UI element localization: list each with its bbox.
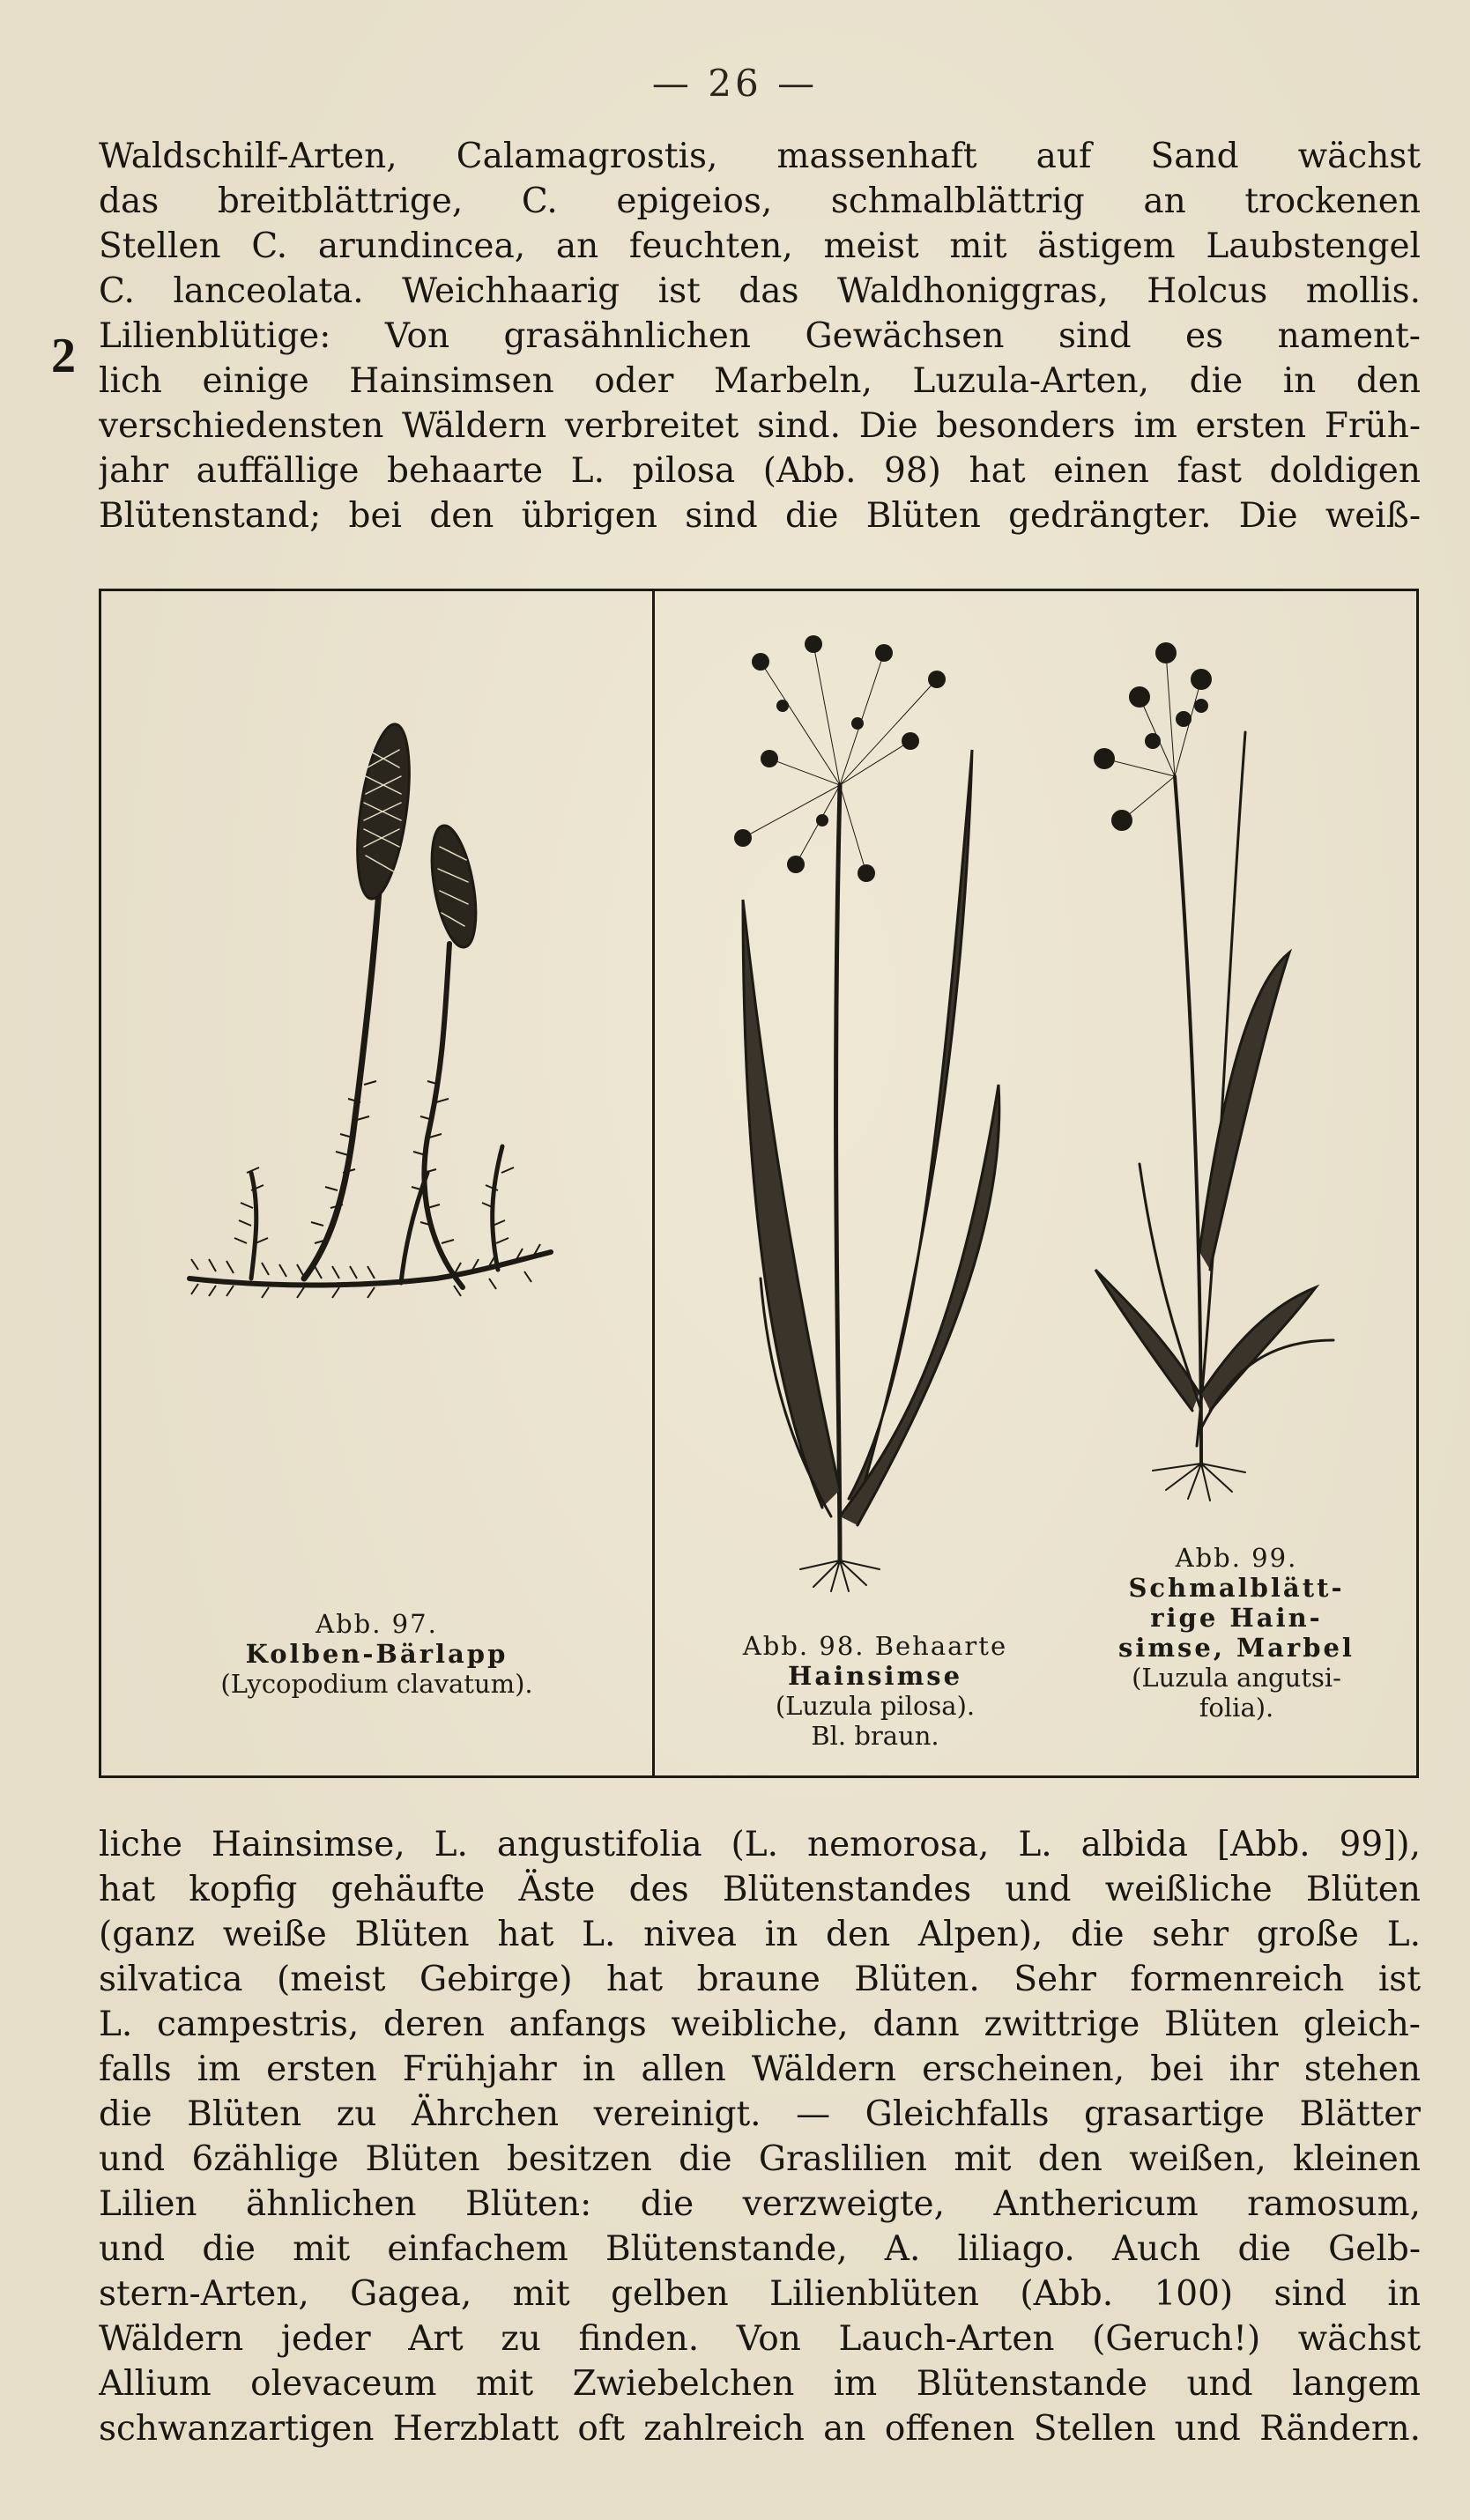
caption-98-name: Hainsimse — [787, 1661, 963, 1691]
paragraph-top — [99, 134, 1421, 538]
caption-99-latin-line1: (Luzula angutsi- — [1132, 1663, 1341, 1693]
caption-98 — [708, 1631, 1043, 1751]
caption-99-name-line1: Schmalblätt- — [1128, 1573, 1345, 1603]
figure-panel-98-99 — [655, 591, 1416, 1775]
caption-97-name: Kolben-Bärlapp — [245, 1639, 509, 1669]
figure-plate — [99, 589, 1419, 1778]
caption-99-name-line2: rige Hain- — [1150, 1603, 1323, 1633]
text-line: hat kopfig gehäufte Äste des Blütenstandes und weißliche Blüten — [99, 1870, 1421, 1909]
text-line: L. campestris, deren anfangs weibliche, dann zwittrige Blüten gleich- — [99, 2005, 1421, 2044]
text-line: Wäldern jeder Art zu finden. Von Lauch-Arten (Geruch!) wächst — [99, 2319, 1421, 2359]
caption-98-note: Bl. braun. — [811, 1721, 939, 1751]
text-line: (ganz weiße Blüten hat L. nivea in den Alpen), die sehr große L. — [99, 1915, 1421, 1954]
text-line: und die mit einfachem Blütenstande, A. liliago. Auch die Gelb- — [99, 2229, 1421, 2269]
lycopodium-illustration — [163, 679, 604, 1314]
text-line: stern-Arten, Gagea, mit gelben Lilienblüten (Abb. 100) sind in — [99, 2274, 1421, 2314]
caption-99-name-line3: simse, Marbel — [1118, 1633, 1355, 1663]
text-line: Lilienblütige: Von grasähnlichen Gewächsen sind es nament- — [99, 316, 1421, 356]
text-line: lich einige Hainsimsen oder Marbeln, Luzula-Arten, die in den — [99, 361, 1421, 401]
text-line: falls im ersten Frühjahr in allen Wäldern erscheinen, bei ihr stehen — [99, 2049, 1421, 2089]
text-line: Allium olevaceum mit Zwiebelchen im Blütenstande und langem — [99, 2364, 1421, 2404]
margin-section-marker: 2 — [51, 329, 76, 383]
caption-97 — [101, 1609, 652, 1699]
text-line: das breitblättrige, C. epigeios, schmalblättrig an trockenen — [99, 182, 1421, 221]
text-line: verschiedensten Wäldern verbreitet sind. Die besonders im ersten Früh- — [99, 406, 1421, 446]
text-line: Stellen C. arundincea, an feuchten, meist mit ästigem Laubstengel — [99, 226, 1421, 266]
caption-98-latin: (Luzula pilosa). — [775, 1691, 976, 1721]
text-line: liche Hainsimse, L. angustifolia (L. nemorosa, L. albida [Abb. 99]), — [99, 1825, 1421, 1864]
text-line: Blütenstand; bei den übrigen sind die Blüten gedrängter. Die weiß- — [99, 496, 1421, 536]
paragraph-bottom — [99, 1822, 1421, 2451]
text-line: und 6zählige Blüten besitzen die Graslilien mit den weißen, kleinen — [99, 2139, 1421, 2179]
text-line: silvatica (meist Gebirge) hat braune Blüten. Sehr formenreich ist — [99, 1960, 1421, 1999]
luzula-angustifolia-illustration — [1069, 618, 1369, 1543]
text-line: C. lanceolata. Weichhaarig ist das Waldhoniggras, Holcus mollis. — [99, 271, 1421, 311]
text-line: Lilien ähnlichen Blüten: die verzweigte, Anthericum ramosum, — [99, 2184, 1421, 2224]
caption-97-latin: (Lycopodium clavatum). — [220, 1669, 533, 1699]
text-line: die Blüten zu Ährchen vereinigt. — Gleichfalls grasartige Blätter — [99, 2094, 1421, 2134]
figure-panel-97 — [101, 591, 655, 1775]
text-line: jahr auffällige behaarte L. pilosa (Abb. 98) hat einen fast doldigen — [99, 451, 1421, 491]
text-line: schwanzartigen Herzblatt oft zahlreich an offenen Stellen und Rändern. — [99, 2409, 1421, 2449]
luzula-pilosa-illustration — [708, 609, 1025, 1596]
caption-99 — [1087, 1543, 1386, 1723]
page-number: — 26 — — [651, 62, 819, 105]
text-line: Waldschilf-Arten, Calamagrostis, massenhaft auf Sand wächst — [99, 137, 1421, 176]
caption-99-number: Abb. 99. — [1175, 1543, 1298, 1573]
caption-98-number: Abb. 98. Behaarte — [742, 1631, 1008, 1661]
caption-99-latin-line2: folia). — [1199, 1693, 1274, 1723]
caption-97-number: Abb. 97. — [316, 1609, 438, 1639]
